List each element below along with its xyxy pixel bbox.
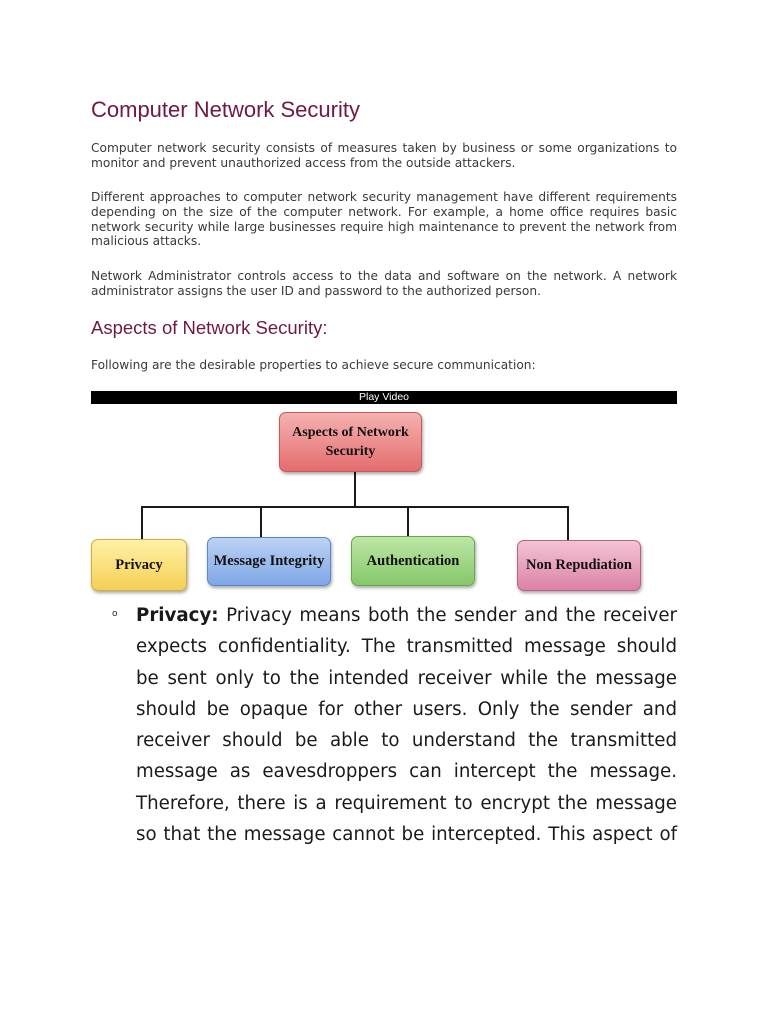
bullet-text — [136, 600, 677, 850]
bullet-description: Privacy means both the sender and the receiver expects confidentiality. The transmitted message should be sent only to the intended receiver while the message should be opaque for other users. Only the sender and receiver should be able to understand the transmitted message as eavesdroppers can intercept the message. Therefore, there is a requirement to encrypt the message so that the message cannot be intercepted. This aspect of — [136, 605, 677, 846]
diagram-root-node: Aspects of Network Security — [279, 412, 422, 472]
section-heading: Aspects of Network Security: — [91, 317, 328, 338]
list-item — [91, 600, 677, 850]
connector-integrity — [260, 506, 262, 538]
diagram-node-message-integrity: Message Integrity — [207, 537, 331, 586]
section-intro: Following are the desirable properties to achieve secure communication: — [91, 358, 536, 372]
approaches-paragraph: Different approaches to computer network security management have different requirements depending on the size of the computer network. For example, a home office requires basic network security while large businesses require high maintenance to prevent the network from malicious attacks. — [91, 190, 677, 249]
intro-paragraph: Computer network security consists of measures taken by business or some organizations to monitor and prevent unauthorized access from the outside attackers. — [91, 141, 677, 170]
administrator-paragraph: Network Administrator controls access to the data and software on the network. A network administrator assigns the user ID and password to the authorized person. — [91, 269, 677, 298]
diagram-node-authentication: Authentication — [351, 536, 475, 586]
aspects-diagram — [91, 404, 677, 594]
aspects-list — [91, 600, 677, 850]
connector-privacy — [141, 506, 143, 540]
connector-root-stem — [354, 472, 356, 507]
connector-horizontal — [141, 506, 569, 508]
bullet-marker: o — [112, 609, 118, 619]
diagram-node-privacy: Privacy — [91, 539, 187, 591]
play-video-bar[interactable]: Play Video — [91, 391, 677, 404]
connector-non-repudiation — [567, 506, 569, 541]
diagram-node-non-repudiation: Non Repudiation — [517, 540, 641, 591]
bullet-term: Privacy: — [136, 605, 219, 626]
connector-authentication — [407, 506, 409, 537]
page-title: Computer Network Security — [91, 97, 360, 122]
